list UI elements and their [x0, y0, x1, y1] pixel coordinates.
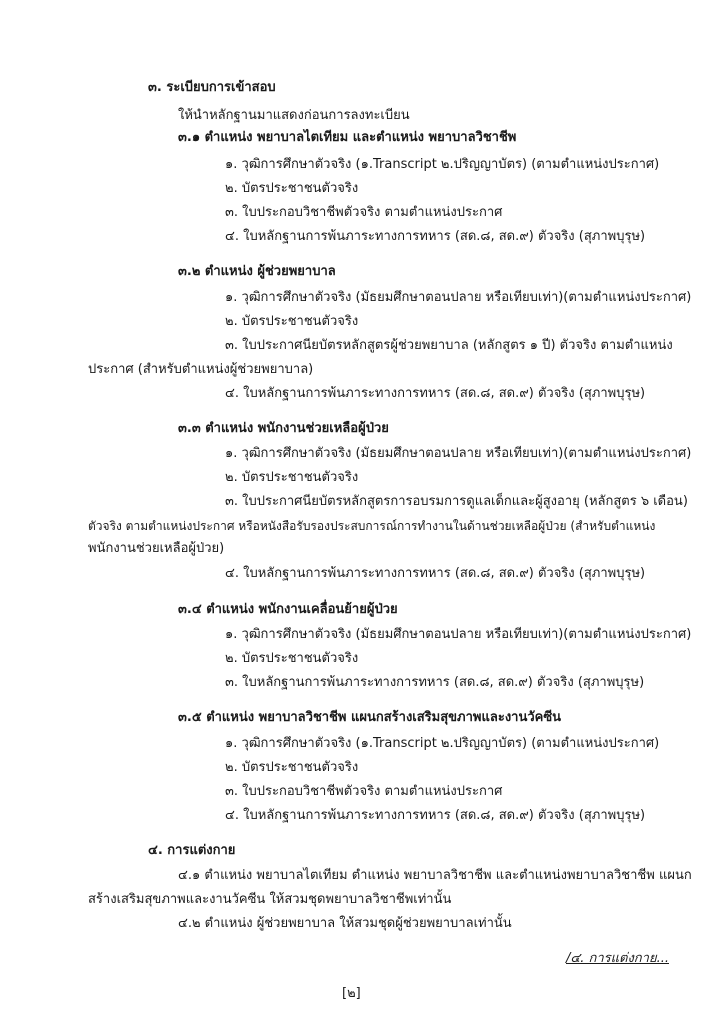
paragraph-line: ๔.๒ ตำแหน่ง ผู้ช่วยพยาบาล ให้สวมชุดผู้ช่วยพยาบาลเท่านั้น	[178, 916, 512, 931]
list-item: ๔. ใบหลักฐานการพ้นภาระทางการทหาร (สด.๘, สด.๙) ตัวจริง (สุภาพบุรุษ)	[225, 386, 646, 401]
list-item: ๓. ใบประกาศนียบัตรหลักสูตรผู้ช่วยพยาบาล (หลักสูตร ๑ ปี) ตัวจริง ตามตำแหน่ง	[225, 338, 673, 353]
section-3-intro: ให้นำหลักฐานมาแสดงก่อนการลงทะเบียน	[178, 108, 410, 123]
section-3-heading: ๓. ระเบียบการเข้าสอบ	[148, 80, 276, 95]
list-item: ๔. ใบหลักฐานการพ้นภาระทางการทหาร (สด.๘, สด.๙) ตัวจริง (สุภาพบุรุษ)	[225, 808, 646, 823]
list-item: ๒. บัตรประชาชนตัวจริง	[225, 181, 359, 196]
list-item: ๔. ใบหลักฐานการพ้นภาระทางการทหาร (สด.๘, สด.๙) ตัวจริง (สุภาพบุรุษ)	[225, 566, 646, 581]
list-item: ๒. บัตรประชาชนตัวจริง	[225, 470, 359, 485]
list-item: ๑. วุฒิการศึกษาตัวจริง (๑.Transcript ๒.ปริญญาบัตร) (ตามตำแหน่งประกาศ)	[225, 157, 660, 172]
list-item: ๑. วุฒิการศึกษาตัวจริง (๑.Transcript ๒.ปริญญาบัตร) (ตามตำแหน่งประกาศ)	[225, 736, 660, 751]
list-item-continuation: ประกาศ (สำหรับตำแหน่งผู้ช่วยพยาบาล)	[88, 362, 314, 377]
list-item-continuation: ตัวจริง ตามตำแหน่งประกาศ หรือหนังสือรับรองประสบการณ์การทำงานในด้านช่วยเหลือผู้ป่วย (สำหรับตำแหน่ง	[88, 519, 656, 533]
section-4-heading: ๔. การแต่งกาย	[148, 843, 236, 858]
subsection-3-5-heading: ๓.๕ ตำแหน่ง พยาบาลวิชาชีพ แผนกสร้างเสริมสุขภาพและงานวัคซีน	[178, 710, 562, 725]
paragraph-line: สร้างเสริมสุขภาพและงานวัคซีน ให้สวมชุดพยาบาลวิชาชีพเท่านั้น	[88, 892, 452, 907]
paragraph-line: ๔.๑ ตำแหน่ง พยาบาลไตเทียม ตำแหน่ง พยาบาลวิชาชีพ และตำแหน่งพยาบาลวิชาชีพ แผนก	[178, 868, 692, 883]
page-number: [๒]	[342, 986, 361, 1001]
subsection-3-1-heading: ๓.๑ ตำแหน่ง พยาบาลไตเทียม และตำแหน่ง พยาบาลวิชาชีพ	[178, 130, 517, 145]
subsection-3-3-heading: ๓.๓ ตำแหน่ง พนักงานช่วยเหลือผู้ป่วย	[178, 421, 389, 436]
list-item: ๒. บัตรประชาชนตัวจริง	[225, 651, 359, 666]
list-item: ๓. ใบประกอบวิชาชีพตัวจริง ตามตำแหน่งประกาศ	[225, 784, 503, 799]
list-item: ๑. วุฒิการศึกษาตัวจริง (มัธยมศึกษาตอนปลาย หรือเทียบเท่า)(ตามตำแหน่งประกาศ)	[225, 627, 692, 642]
subsection-3-4-heading: ๓.๔ ตำแหน่ง พนักงานเคลื่อนย้ายผู้ป่วย	[178, 602, 398, 617]
continuation-marker: /๔. การแต่งกาย...	[566, 951, 669, 966]
list-item: ๔. ใบหลักฐานการพ้นภาระทางการทหาร (สด.๘, สด.๙) ตัวจริง (สุภาพบุรุษ)	[225, 229, 646, 244]
subsection-3-2-heading: ๓.๒ ตำแหน่ง ผู้ช่วยพยาบาล	[178, 264, 336, 279]
list-item: ๓. ใบประกอบวิชาชีพตัวจริง ตามตำแหน่งประกาศ	[225, 205, 503, 220]
list-item: ๓. ใบหลักฐานการพ้นภาระทางการทหาร (สด.๘, สด.๙) ตัวจริง (สุภาพบุรุษ)	[225, 675, 645, 690]
list-item-continuation: พนักงานช่วยเหลือผู้ป่วย)	[88, 541, 225, 556]
list-item: ๒. บัตรประชาชนตัวจริง	[225, 760, 359, 775]
list-item: ๑. วุฒิการศึกษาตัวจริง (มัธยมศึกษาตอนปลาย หรือเทียบเท่า)(ตามตำแหน่งประกาศ)	[225, 446, 692, 461]
list-item: ๒. บัตรประชาชนตัวจริง	[225, 314, 359, 329]
list-item: ๓. ใบประกาศนียบัตรหลักสูตรการอบรมการดูแลเด็กและผู้สูงอายุ (หลักสูตร ๖ เดือน)	[225, 494, 688, 509]
list-item: ๑. วุฒิการศึกษาตัวจริง (มัธยมศึกษาตอนปลาย หรือเทียบเท่า)(ตามตำแหน่งประกาศ)	[225, 290, 692, 305]
